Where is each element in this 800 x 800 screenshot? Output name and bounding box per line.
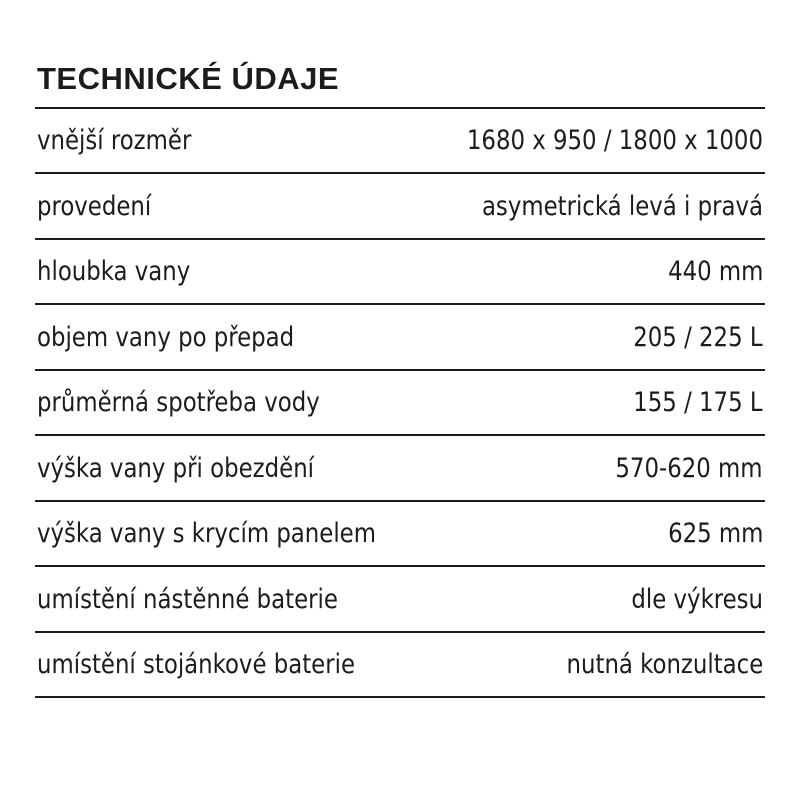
spec-label: výška vany s krycím panelem: [37, 518, 376, 549]
spec-row-outer-dimensions: [35, 109, 765, 174]
spec-label: objem vany po přepad: [37, 321, 295, 353]
spec-label: umístění stojánkové baterie: [37, 649, 356, 680]
spec-row-tub-depth: [35, 240, 765, 305]
spec-label: výška vany při obezdění: [37, 452, 315, 484]
spec-row-wall-faucet: [35, 567, 765, 633]
spec-label: vnější rozměr: [37, 125, 192, 156]
page-title: TECHNICKÉ ÚDAJE: [35, 55, 765, 109]
spec-row-standing-faucet: [35, 633, 765, 698]
spec-row-overflow-volume: [35, 305, 765, 371]
spec-value: nutná konzultace: [566, 649, 763, 680]
spec-value: 440 mm: [667, 256, 763, 287]
spec-label: umístění nástěnné baterie: [37, 583, 338, 615]
spec-rows: [35, 109, 765, 698]
spec-value: 570-620 mm: [615, 452, 763, 484]
spec-value: asymetrická levá i pravá: [481, 190, 763, 222]
spec-label: provedení: [37, 190, 152, 222]
spec-label: průměrná spotřeba vody: [37, 387, 320, 418]
spec-label: hloubka vany: [37, 256, 191, 287]
spec-row-water-consumption: [35, 371, 765, 436]
spec-row-height-with-panel: [35, 502, 765, 567]
spec-value: 205 / 225 L: [633, 321, 763, 353]
spec-row-design: [35, 174, 765, 240]
spec-value: 155 / 175 L: [633, 387, 763, 418]
spec-row-height-built-in: [35, 436, 765, 502]
technical-specs-table: [35, 55, 765, 698]
spec-value: 1680 x 950 / 1800 x 1000: [466, 125, 763, 156]
spec-value: dle výkresu: [631, 583, 763, 615]
spec-value: 625 mm: [667, 518, 763, 549]
